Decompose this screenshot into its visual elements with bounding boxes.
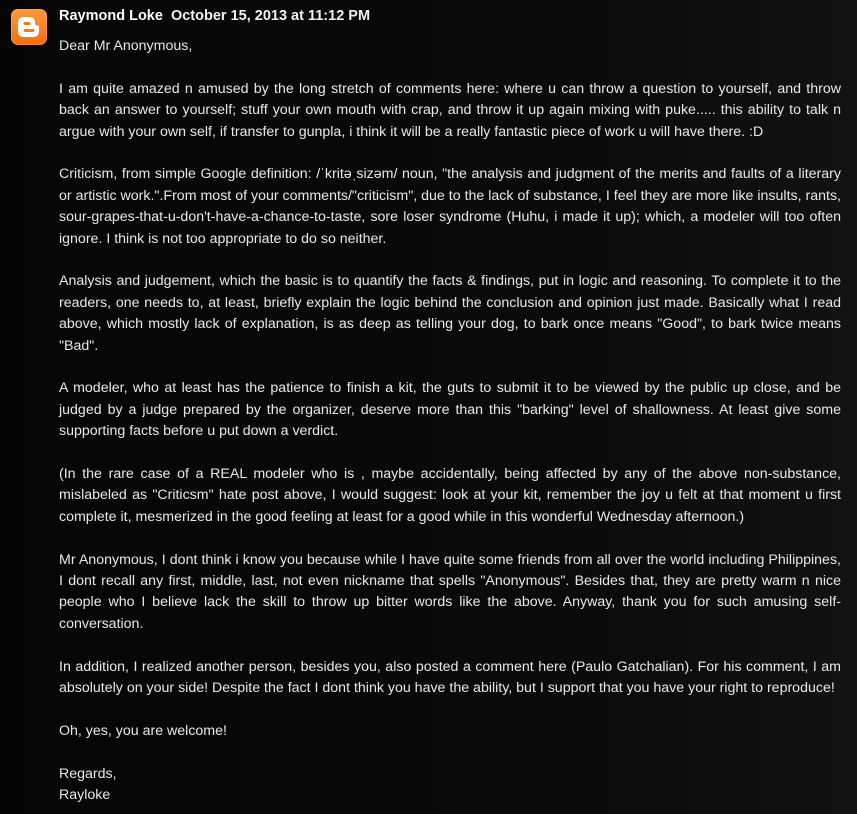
comment-header	[59, 8, 370, 24]
comment-signoff	[59, 764, 841, 807]
comment-closing: Regards,	[59, 765, 117, 782]
comment-paragraph: Criticism, from simple Google definition: /ˈkritəˌsizəm/ noun, "the analysis and judgment of the merits and faults of a literary or artistic work.".From most of your comments/"criticism", due to the lack of substance, I feel they are more like insults, rants, sour-grapes-that-u-don't-have-a-chance-to-taste, sore loser syndrome (Huhu, i made it up); which, a modeler will too often ignore. I think is not too appropriate to do so neither.	[59, 166, 841, 247]
comment-body	[59, 36, 841, 806]
comment-paragraph: I am quite amazed n amused by the long stretch of comments here: where u can throw a question to yourself, and throw back an answer to yourself; stuff your own mouth with crap, and throw it up again mixing with puke..... this ability to talk n argue with your own self, if transfer to gunpla, i think it will be a really fantastic piece of work u will have there. :D	[59, 80, 841, 140]
comment-paragraph: Mr Anonymous, I dont think i know you because while I have quite some friends from all over the world including Philippines, I dont recall any first, middle, last, not even nickname that spells "Anonymous". Besides that, they are pretty warm n nice people who I believe lack the skill to throw up bitter words like the above. Anyway, thank you for such amusing self-conversation.	[59, 551, 841, 632]
comment-greeting: Dear Mr Anonymous,	[59, 38, 193, 54]
comment-author-link[interactable]: Raymond Loke	[59, 8, 163, 24]
comment-paragraph: Analysis and judgement, which the basic is to quantify the facts & findings, put in logic and reasoning. To complete it to the readers, one needs to, at least, briefly explain the logic behind the conclusion and opinion just made. Basically what I read above, which mostly lack of explanation, is as deep as telling your dog, to bark once means "Good", to bark twice means "Bad".	[59, 273, 841, 354]
comment-paragraph: A modeler, who at least has the patience to finish a kit, the guts to submit it to be viewed by the public up close, and be judged by a judge prepared by the organizer, deserve more than this "barking" level of shallowness. At least give some supporting facts before u put down a verdict.	[59, 380, 841, 440]
comment-paragraph: In addition, I realized another person, besides you, also posted a comment here (Paulo Gatchalian). For his comment, I am absolutely on your side! Despite the fact I dont think you have the ability, but I support that you have your right to reproduce!	[59, 658, 841, 697]
comment-timestamp-link[interactable]: October 15, 2013 at 11:12 PM	[170, 8, 371, 24]
blogger-icon[interactable]	[11, 9, 47, 45]
comment-paragraph: (In the rare case of a REAL modeler who is , maybe accidentally, being affected by any of the above non-substance, mislabeled as "Criticsm" hate post above, I would suggest: look at your kit, remember the joy u felt at that moment u first complete it, mesmerized in the good feeling at least for a good while in this wonderful Wednesday afternoon.)	[59, 466, 841, 525]
comment-signature: Rayloke	[59, 787, 111, 804]
comment-paragraph: Oh, yes, you are welcome!	[59, 722, 227, 739]
